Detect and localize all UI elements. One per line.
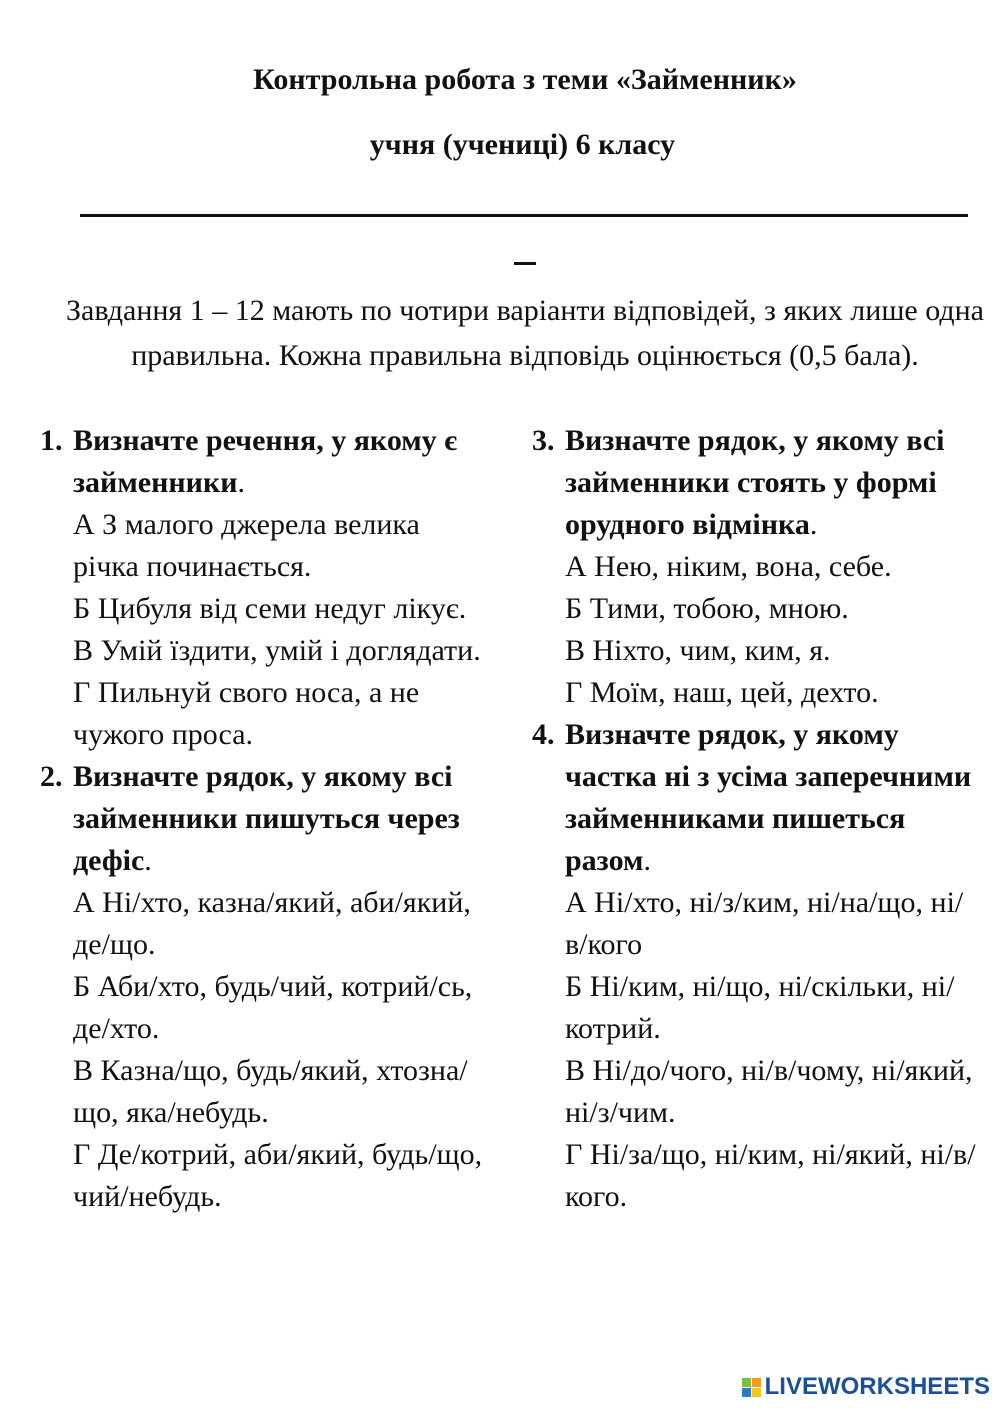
question-4 <box>532 714 982 1218</box>
answer-option-a: А Ні/хто, казна/який, аби/який, де/що. <box>73 886 471 961</box>
answer-option-a: А Ні/хто, ні/з/ким, ні/на/що, ні/в/кого <box>565 886 964 961</box>
answer-option-b: Б Цибуля від семи недуг лікує. <box>73 592 467 625</box>
question-number: 4. <box>532 718 555 751</box>
question-number: 1. <box>40 424 63 457</box>
question-number: 3. <box>532 424 555 457</box>
answer-option-v: В Ніхто, чим, ким, я. <box>565 634 831 667</box>
watermark-text: LIVEWORKSHEETS <box>764 1373 990 1400</box>
question-prompt: Визначте рядок, у якому всі займенники пишуться через дефіс <box>73 760 460 877</box>
answer-option-g: Г Де/котрий, аби/який, будь/що, чий/небудь. <box>73 1138 483 1213</box>
question-prompt: Визначте речення, у якому є займенники <box>73 424 458 499</box>
answer-option-g: Г Пильнуй свого носа, а не чужого проса. <box>73 676 420 751</box>
answer-option-g: Г Моїм, наш, цей, дехто. <box>565 676 879 709</box>
right-column <box>532 420 982 1218</box>
question-3 <box>532 420 982 714</box>
answer-option-v: В Казна/що, будь/який, хтозна/що, яка/небудь. <box>73 1054 468 1129</box>
answer-option-a: А Нею, ніким, вона, себе. <box>565 550 892 583</box>
question-prompt: Визначте рядок, у якому частка ні з усіма заперечними займенниками пишеться разом <box>565 718 972 877</box>
answer-option-b: Б Тими, тобою, мною. <box>565 592 849 625</box>
name-line-tail <box>514 262 536 265</box>
answer-option-v: В Умій їздити, умій і доглядати. <box>73 634 481 667</box>
question-number: 2. <box>40 760 63 793</box>
prompt-period: . <box>237 466 246 499</box>
question-prompt: Визначте рядок, у якому всі займенники стоять у формі орудного відмінка <box>565 424 945 541</box>
liveworksheets-logo-icon <box>742 1378 761 1397</box>
left-column <box>40 420 490 1218</box>
prompt-period: . <box>144 844 152 877</box>
answer-option-b: Б Аби/хто, будь/чий, котрий/сь, де/хто. <box>73 970 473 1045</box>
name-line <box>80 214 968 217</box>
question-2 <box>40 756 490 1218</box>
worksheet-title: Контрольна робота з теми «Займенник» <box>253 63 797 96</box>
instructions: Завдання 1 – 12 мають по чотири варіанти відповідей, з яких лише одна правильна. Кожна правильна відповідь оцінюється (0,5 бала). <box>65 294 985 372</box>
answer-option-v: В Ні/до/чого, ні/в/чому, ні/який, ні/з/чим. <box>565 1054 973 1129</box>
watermark <box>742 1373 990 1401</box>
answer-option-a: А З малого джерела велика річка починається. <box>73 508 420 583</box>
prompt-period: . <box>643 844 651 877</box>
answer-option-g: Г Ні/за/що, ні/ким, ні/який, ні/в/кого. <box>565 1138 976 1213</box>
answer-option-b: Б Ні/ким, ні/що, ні/скільки, ні/котрий. <box>565 970 955 1045</box>
question-1 <box>40 420 490 756</box>
prompt-period: . <box>809 508 818 541</box>
worksheet-subtitle: учня (учениці) 6 класу <box>369 128 676 161</box>
